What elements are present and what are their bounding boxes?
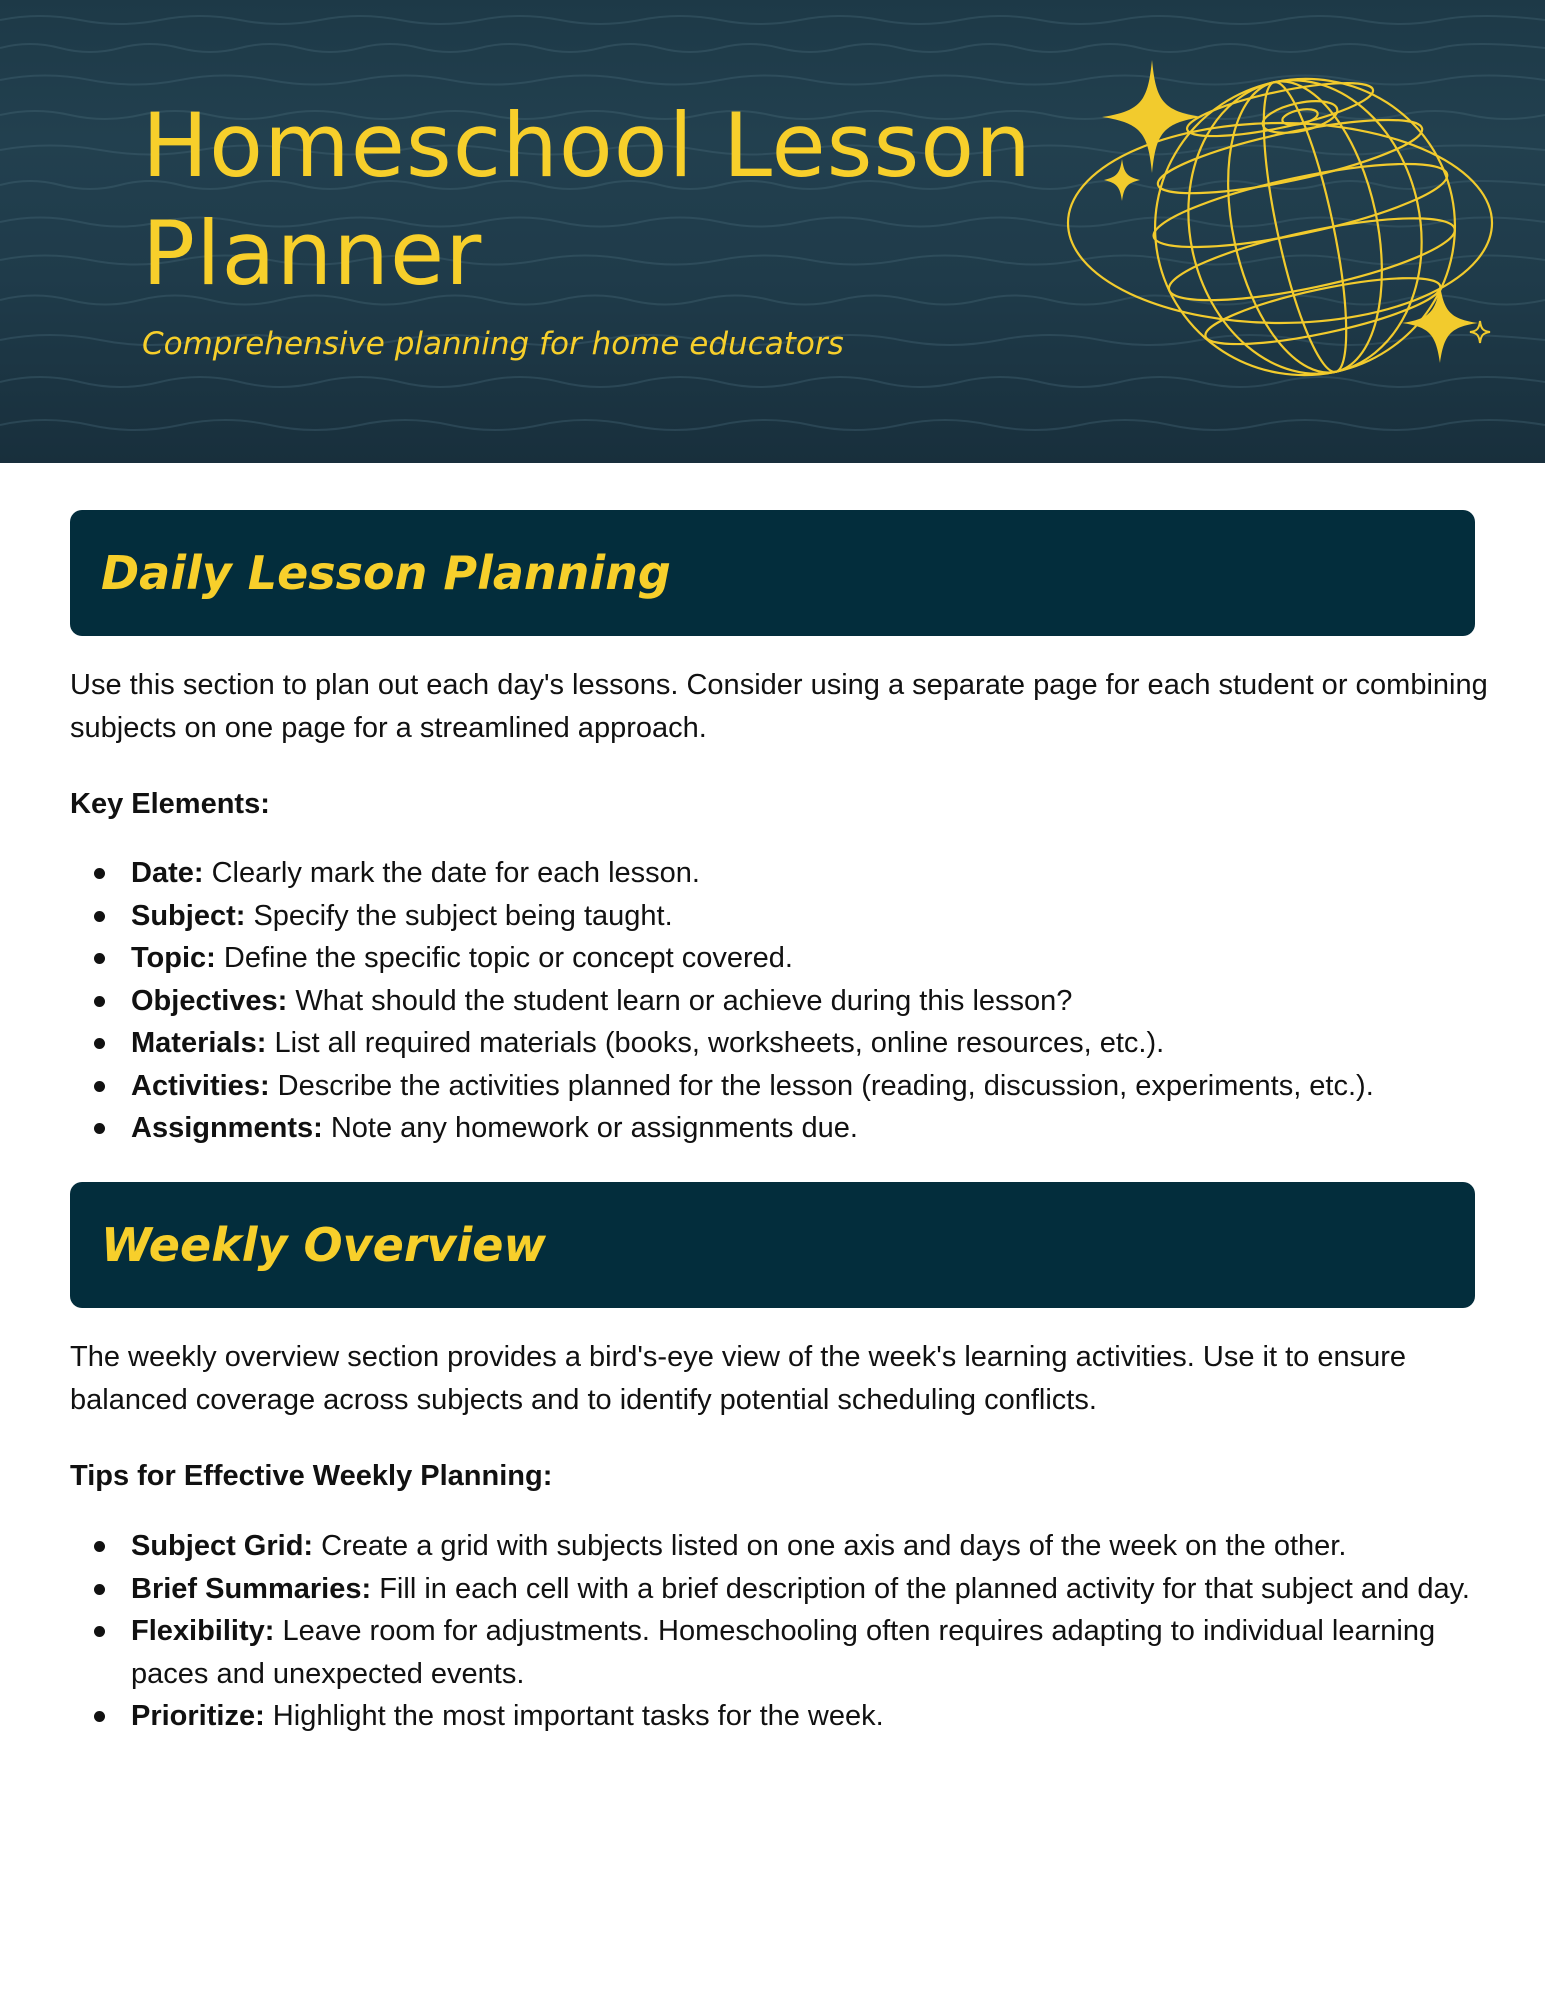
bullet-dot-icon — [94, 868, 105, 879]
daily-bullet-list — [70, 852, 1490, 1150]
list-item: Materials: List all required materials (books, worksheets, online resources, etc.). — [70, 1022, 1490, 1065]
section-heading-weekly: Weekly Overview — [101, 1218, 546, 1272]
section-banner-weekly — [70, 1182, 1475, 1308]
bullet-dot-icon — [94, 996, 105, 1007]
bullet-dot-icon — [94, 1081, 105, 1092]
page-subtitle: Comprehensive planning for home educators — [142, 326, 844, 362]
bullet-dot-icon — [94, 1626, 105, 1637]
weekly-list-label: Tips for Effective Weekly Planning: — [70, 1460, 553, 1492]
list-item: Brief Summaries: Fill in each cell with a brief description of the planned activity for that subject and day. — [70, 1568, 1490, 1611]
list-item: Date: Clearly mark the date for each lesson. — [70, 852, 1490, 895]
list-item: Topic: Define the specific topic or concept covered. — [70, 937, 1490, 980]
bullet-dot-icon — [94, 1584, 105, 1595]
bullet-dot-icon — [94, 1123, 105, 1134]
bullet-dot-icon — [94, 953, 105, 964]
page-title: Homeschool Lesson Planner — [142, 94, 1032, 305]
daily-intro: Use this section to plan out each day's lessons. Consider using a separate page for each student or combining subjects on one page for a streamlined approach. — [70, 669, 1488, 744]
weekly-bullet-list — [70, 1525, 1490, 1738]
bullet-dot-icon — [94, 1038, 105, 1049]
section-heading-daily: Daily Lesson Planning — [101, 546, 671, 600]
list-item: Subject Grid: Create a grid with subjects listed on one axis and days of the week on the other. — [70, 1525, 1490, 1568]
globe-icon — [1060, 55, 1510, 385]
daily-list-label: Key Elements: — [70, 788, 270, 820]
list-item: Objectives: What should the student learn or achieve during this lesson? — [70, 980, 1490, 1023]
list-item: Flexibility: Leave room for adjustments. Homeschooling often requires adapting to individual learning paces and unexpected events. — [70, 1610, 1490, 1695]
weekly-intro: The weekly overview section provides a bird's-eye view of the week's learning activities. Use it to ensure balanced coverage across subjects and to identify potential scheduling conflicts. — [70, 1341, 1407, 1416]
bullet-dot-icon — [94, 911, 105, 922]
bullet-dot-icon — [94, 1541, 105, 1552]
bullet-dot-icon — [94, 1711, 105, 1722]
list-item: Subject: Specify the subject being taught. — [70, 895, 1490, 938]
list-item: Assignments: Note any homework or assignments due. — [70, 1107, 1490, 1150]
list-item: Activities: Describe the activities planned for the lesson (reading, discussion, experiments, etc.). — [70, 1065, 1490, 1108]
section-banner-daily — [70, 510, 1475, 636]
list-item: Prioritize: Highlight the most important tasks for the week. — [70, 1695, 1490, 1738]
hero-header — [0, 0, 1545, 463]
